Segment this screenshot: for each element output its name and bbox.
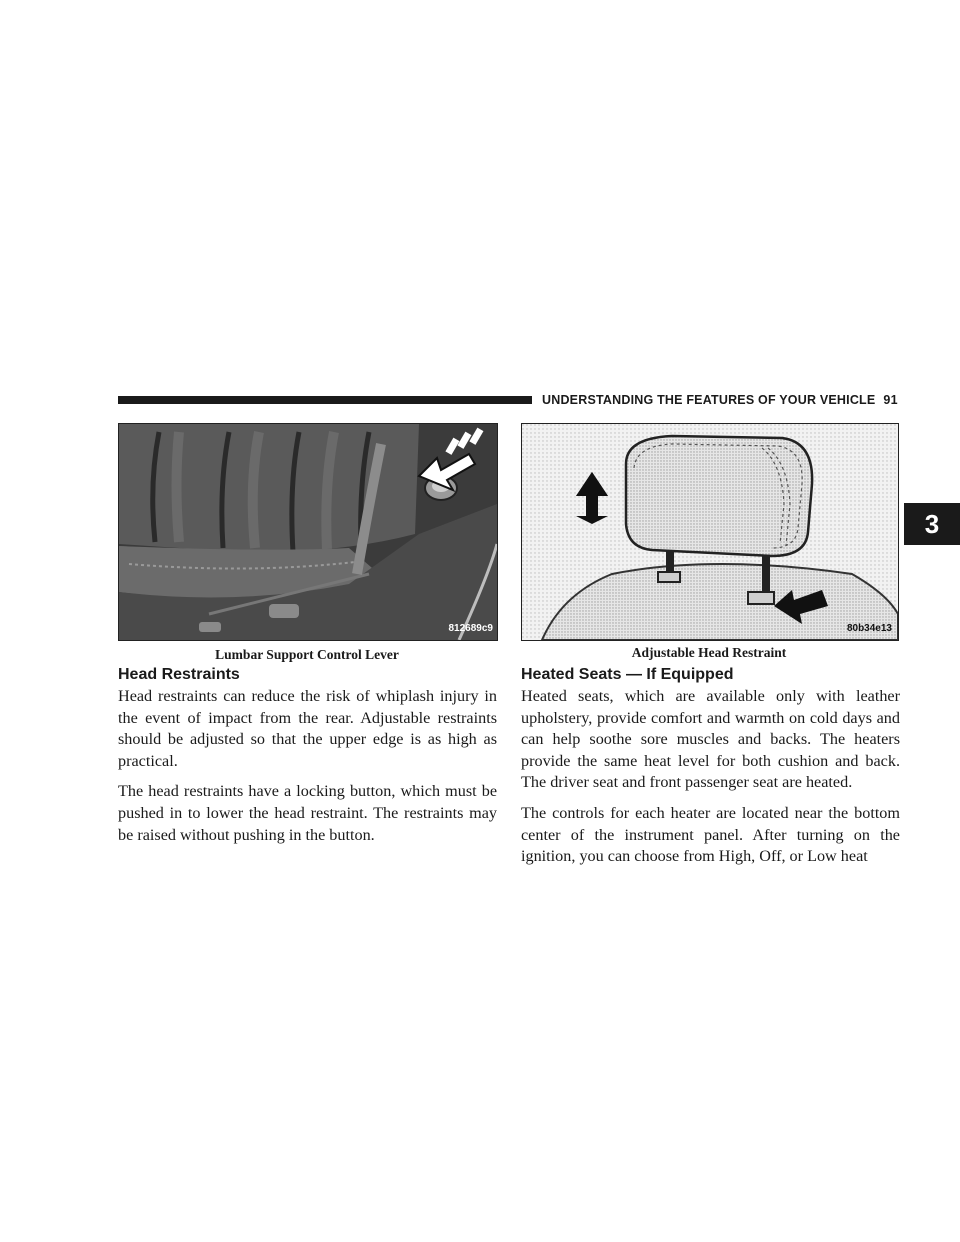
section-title: UNDERSTANDING THE FEATURES OF YOUR VEHICLE (542, 393, 876, 407)
page-number: 91 (883, 393, 898, 407)
seat-lumbar-lever-photo-icon (119, 424, 497, 640)
body-column-left (118, 686, 497, 855)
chapter-tab: 3 (904, 503, 960, 545)
lumbar-support-figure (118, 423, 498, 641)
paragraph: The controls for each heater are located near the bottom center of the instrument panel. After turning on the ignition, you can choose from High, Off, or Low heat (521, 803, 900, 866)
paragraph: Head restraints can reduce the risk of whiplash injury in the event of impact from the rear. Adjustable restraints should be adjusted so that the upper edge is as high as practical. (118, 687, 497, 770)
paragraph: The head restraints have a locking button, which must be pushed in to lower the head restraint. The restraints may be raised without pushing in the button. (118, 782, 497, 844)
figure-code: 80b34e13 (846, 623, 892, 634)
figure-caption: Adjustable Head Restraint (631, 645, 787, 660)
figure-code: 812689c9 (448, 623, 493, 634)
header-rule (118, 396, 532, 404)
body-column-right (521, 686, 900, 877)
section-heading-head-restraints: Head Restraints (118, 666, 240, 683)
running-header (542, 391, 898, 409)
figure-caption: Lumbar Support Control Lever (215, 647, 399, 662)
section-heading-heated-seats: Heated Seats — If Equipped (521, 666, 734, 683)
head-restraint-illustration-icon (522, 424, 898, 640)
head-restraint-figure (521, 423, 899, 641)
paragraph: Heated seats, which are available only with leather upholstery, provide comfort and warmth on cold days and can help soothe sore muscles and backs. The heaters provide the same heat level for both cushion and back. The driver seat and front passenger seat are heated. (521, 687, 900, 792)
